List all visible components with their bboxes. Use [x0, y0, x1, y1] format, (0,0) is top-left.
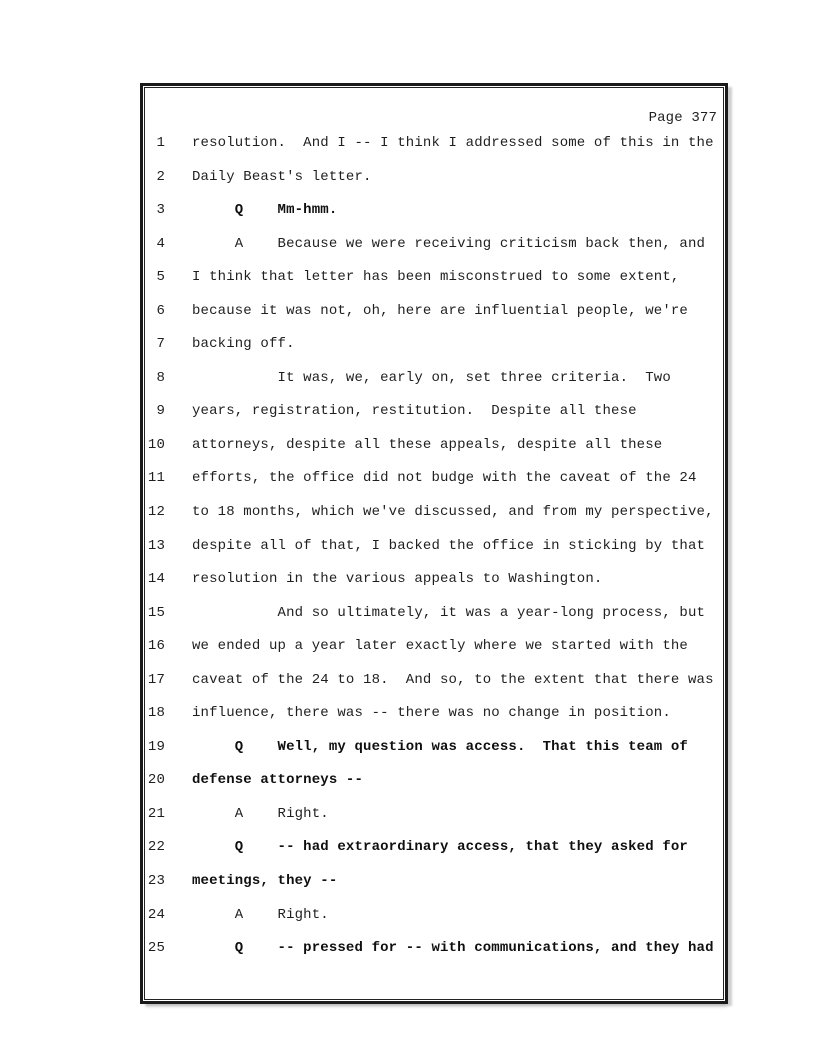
transcript-line [145, 705, 723, 739]
line-number: 21 [147, 805, 165, 822]
line-number: 8 [156, 369, 165, 386]
line-number: 24 [147, 906, 165, 923]
transcript-line [145, 907, 723, 941]
line-text: to 18 months, which we've discussed, and from my perspective, [192, 504, 714, 521]
line-text: because it was not, oh, here are influential people, we're [192, 302, 688, 319]
page-border [140, 83, 728, 1004]
line-number: 19 [147, 738, 165, 755]
transcript-line [145, 470, 723, 504]
line-text: resolution in the various appeals to Washington. [192, 571, 603, 588]
line-number: 22 [147, 839, 165, 856]
line-text: A Because we were receiving criticism back then, and [192, 235, 706, 252]
transcript-line [145, 806, 723, 840]
page-inner-border [144, 87, 724, 1000]
line-number: 6 [156, 302, 165, 319]
line-text: we ended up a year later exactly where we started with the [192, 638, 688, 655]
line-number: 14 [147, 571, 165, 588]
line-text: caveat of the 24 to 18. And so, to the extent that there was [192, 671, 714, 688]
transcript-line [145, 571, 723, 605]
line-text: meetings, they -- [192, 873, 338, 890]
line-text: efforts, the office did not budge with the caveat of the 24 [192, 470, 697, 487]
line-number: 5 [156, 269, 165, 286]
line-number: 18 [147, 705, 165, 722]
line-text: Daily Beast's letter. [192, 168, 372, 185]
transcript-line [145, 638, 723, 672]
page-number-label: Page 377 [648, 110, 717, 126]
line-number: 9 [156, 403, 165, 420]
line-number: 16 [147, 638, 165, 655]
transcript-line [145, 303, 723, 337]
line-number: 15 [147, 604, 165, 621]
line-text: Q -- had extraordinary access, that they asked for [192, 839, 688, 856]
line-text: backing off. [192, 336, 295, 353]
transcript-line [145, 236, 723, 270]
line-number: 23 [147, 873, 165, 890]
line-text: despite all of that, I backed the office in sticking by that [192, 537, 706, 554]
line-number: 17 [147, 671, 165, 688]
line-number: 13 [147, 537, 165, 554]
transcript-line [145, 839, 723, 873]
transcript-line [145, 739, 723, 773]
line-text: influence, there was -- there was no change in position. [192, 705, 671, 722]
transcript-line [145, 873, 723, 907]
transcript-line [145, 169, 723, 203]
line-number: 4 [156, 235, 165, 252]
line-text: resolution. And I -- I think I addressed some of this in the [192, 135, 714, 151]
transcript-lines [145, 135, 723, 974]
transcript-line [145, 772, 723, 806]
line-number: 20 [147, 772, 165, 789]
line-number: 3 [156, 202, 165, 219]
line-text: attorneys, despite all these appeals, despite all these [192, 436, 663, 453]
transcript-line [145, 538, 723, 572]
line-number: 1 [156, 135, 165, 151]
line-text: Q Mm-hmm. [192, 202, 338, 219]
line-text: I think that letter has been misconstrued to some extent, [192, 269, 680, 286]
transcript-line [145, 437, 723, 471]
line-text: Q -- pressed for -- with communications, and they had [192, 940, 714, 957]
line-text: years, registration, restitution. Despite all these [192, 403, 637, 420]
line-text: It was, we, early on, set three criteria. Two [192, 369, 671, 386]
transcript-line [145, 940, 723, 974]
transcript-line [145, 504, 723, 538]
line-text: A Right. [192, 805, 329, 822]
line-number: 10 [147, 436, 165, 453]
line-number: 25 [147, 940, 165, 957]
transcript-line [145, 370, 723, 404]
transcript-line [145, 605, 723, 639]
transcript-line [145, 135, 723, 169]
transcript-line [145, 672, 723, 706]
transcript-line [145, 403, 723, 437]
line-number: 2 [156, 168, 165, 185]
line-text: Q Well, my question was access. That this team of [192, 738, 688, 755]
transcript-line [145, 336, 723, 370]
line-number: 7 [156, 336, 165, 353]
transcript-line [145, 269, 723, 303]
line-number: 12 [147, 504, 165, 521]
line-text: A Right. [192, 906, 329, 923]
line-number: 11 [147, 470, 165, 487]
line-text: And so ultimately, it was a year-long process, but [192, 604, 706, 621]
transcript-line [145, 202, 723, 236]
line-text: defense attorneys -- [192, 772, 364, 789]
